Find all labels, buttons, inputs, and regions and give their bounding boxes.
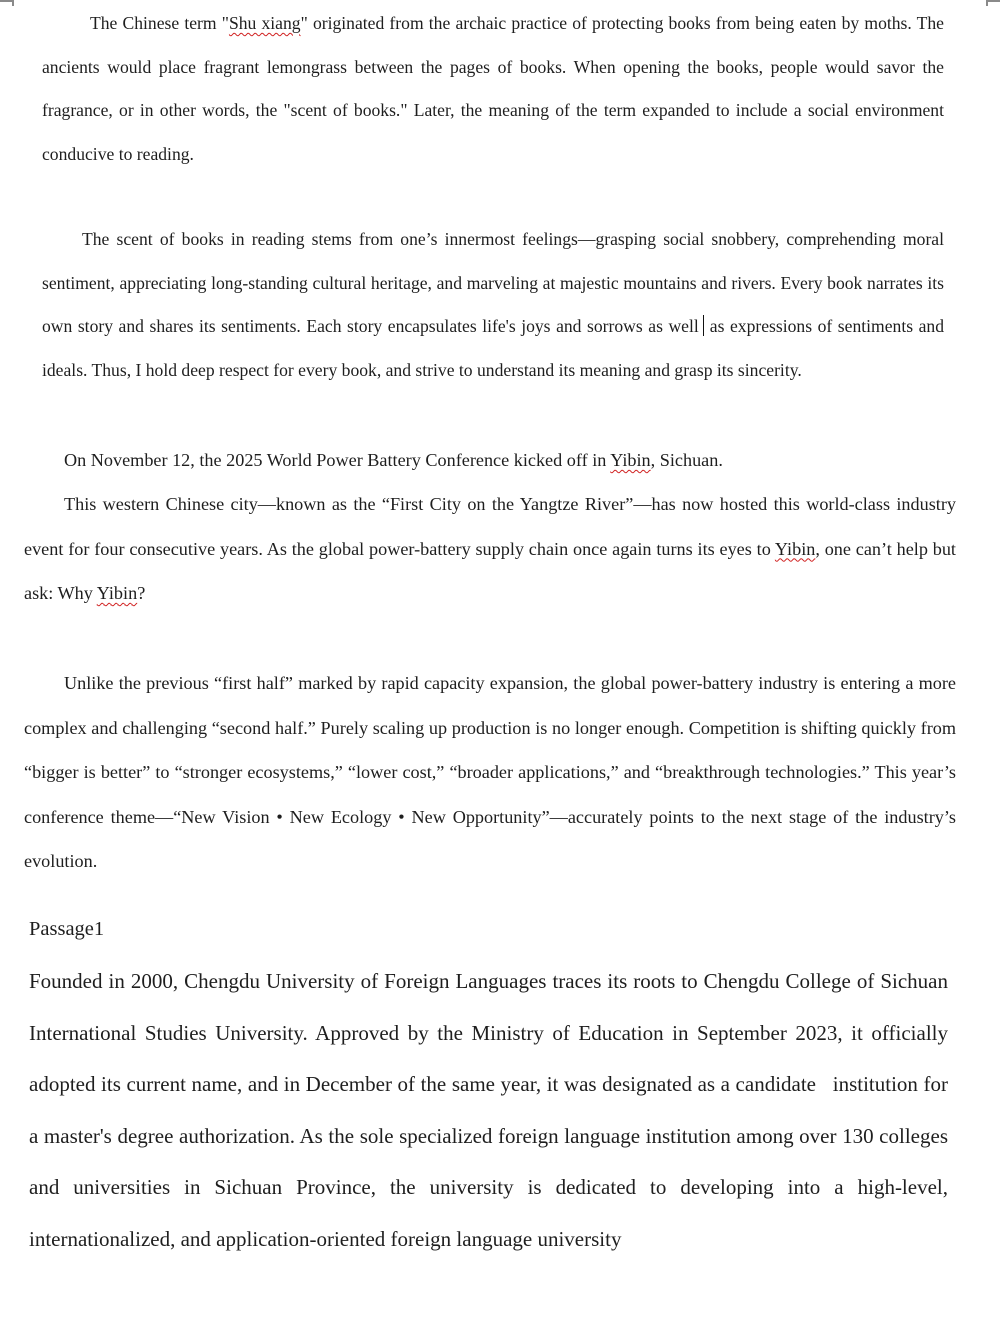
paragraph-chengdu-university: Founded in 2000, Chengdu University of Foreign Languages traces its roots to Chengdu College of Sichuan International Studies University. Approved by the Ministry of Education in September 2023, it officially adopted its current name, and in December of the same year, it was designated as a candidate institution for a master's degree authorization. As the sole specialized foreign language institution among over 130 colleges and universities in Sichuan Province, the university is dedicated to developing into a high-level, internationalized, and application-oriented foreign language university [29, 969, 948, 1251]
page-corner-mark-right [986, 0, 1000, 6]
passage-heading: Passage1 [29, 918, 105, 940]
paragraph-second-half: Unlike the previous “first half” marked by rapid capacity expansion, the global power-battery industry is entering a more complex and challenging “second half.” Purely scaling up production is no longer enough. Competition is shifting quickly from “bigger is better” to “stronger ecosystems,” “lower cost,” “broader applications,” and “breakthrough technologies.” This year’s conference theme—“New Vision • New Ecology • New Opportunity”—accurately points to the next stage of the industry’s evolution. [24, 673, 956, 872]
page-corner-mark-left [0, 0, 14, 6]
paragraph-scent-of-books: The scent of books in reading stems from one’s innermost feelings—grasping social snobbery, comprehending moral sentiment, appreciating long-standing cultural heritage, and marveling at majestic mountains and rivers. Every book narrates its own story and shares its sentiments. Each story encapsulates life's joys and sorrows as well as expressions of sentiments and ideals. Thus, I hold deep respect for every book, and strive to understand its meaning and grasp its sincerity. [42, 229, 944, 380]
paragraph-conference: On November 12, the 2025 World Power Battery Conference kicked off in Yibin, Sichuan. [64, 450, 723, 470]
paragraph-shu-xiang: The Chinese term "Shu xiang" originated from the archaic practice of protecting books from being eaten by moths. The ancients would place fragrant lemongrass between the pages of books. When opening the books, people would savor the fragrance, or in other words, the "scent of books." Later, the meaning of the term expanded to include a social environment conducive to reading. [42, 13, 944, 164]
spellcheck-term[interactable]: Shu xiang [228, 13, 301, 33]
spellcheck-yibin[interactable]: Yibin [774, 538, 816, 559]
spellcheck-yibin[interactable]: Yibin [96, 583, 138, 604]
paragraph-why-yibin: This western Chinese city—known as the “First City on the Yangtze River”—has now hosted this world-class industry event for four consecutive years. As the global power-battery supply chain once again turns its eyes to Yibin, one can’t help but ask: Why Yibin? [24, 494, 956, 604]
spellcheck-yibin[interactable]: Yibin [610, 450, 651, 470]
